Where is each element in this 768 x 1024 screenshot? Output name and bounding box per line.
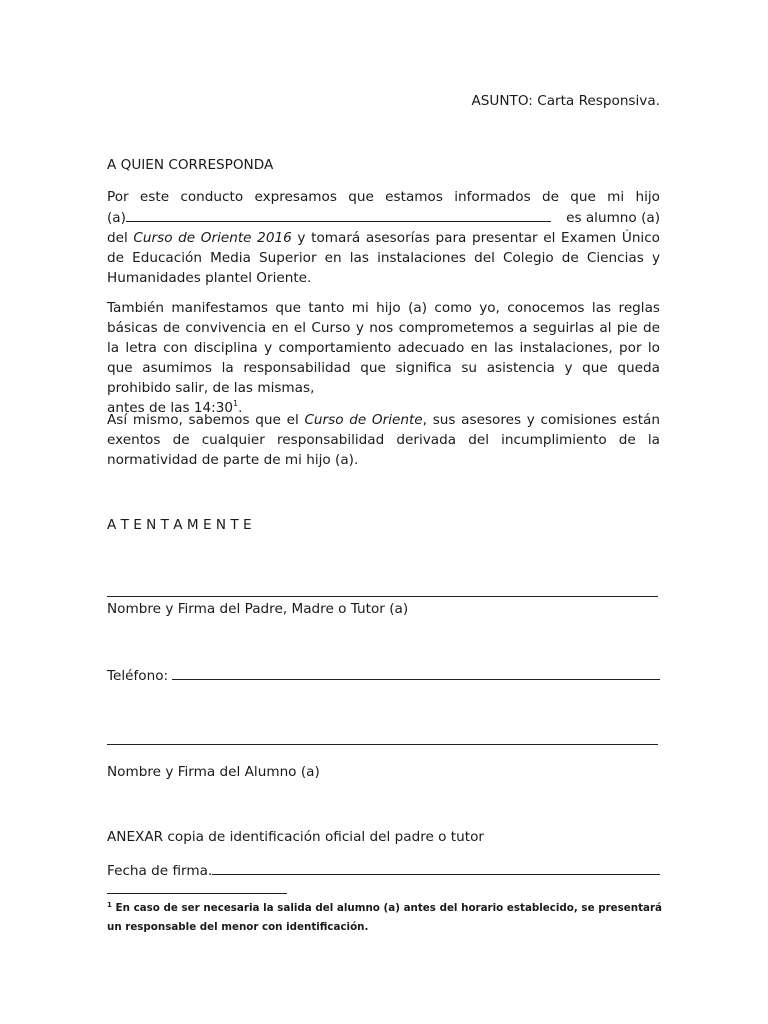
footnote-separator bbox=[107, 893, 287, 894]
course-name: Curso de Oriente 2016 bbox=[133, 230, 292, 247]
footnote bbox=[107, 899, 662, 937]
date-label: Fecha de firma. bbox=[107, 863, 213, 879]
course-name-2: Curso de Oriente bbox=[304, 412, 423, 428]
paragraph-1-line-1: Por este conducto expresamos que estamos informados de que mi hijo bbox=[107, 189, 660, 205]
paragraph-3 bbox=[107, 410, 660, 470]
paragraph-1-rest: del Curso de Oriente 2016 y tomará asesorías para presentar el Examen Único de Educación Media Superior en las instalaciones del Colegio de Ciencias y Humanidades plantel Oriente. bbox=[107, 230, 660, 287]
greeting: A QUIEN CORRESPONDA bbox=[107, 157, 274, 173]
annex-note: ANEXAR copia de identificación oficial del padre o tutor bbox=[107, 829, 484, 845]
paragraph-2 bbox=[107, 298, 660, 419]
paragraph-1 bbox=[107, 187, 660, 288]
phone-row bbox=[107, 665, 660, 685]
closing: A T E N T A M E N T E bbox=[107, 517, 252, 533]
footnote-mark: 1 bbox=[107, 901, 112, 909]
footnote-text: En caso de ser necesaria la salida del alumno (a) antes del horario establecido, se presentará un responsable del menor con identificación. bbox=[107, 902, 662, 933]
footnote-ref: 1 bbox=[233, 399, 239, 409]
student-signature-label: Nombre y Firma del Alumno (a) bbox=[107, 764, 320, 780]
child-prefix: (a) bbox=[107, 210, 126, 227]
date-row bbox=[107, 860, 660, 880]
paragraph-1-line-2 bbox=[107, 207, 660, 228]
phone-label: Teléfono: bbox=[107, 668, 169, 684]
student-signature-line[interactable] bbox=[107, 744, 658, 745]
paragraph-3-text: Así mismo, sabemos que el Curso de Oriente, sus asesores y comisiones están exentos de cualquier responsabilidad derivada del incumplimiento de la normatividad de parte de mi hijo (a). bbox=[107, 412, 660, 469]
paragraph-2-last: antes de las $14:30^1$. bbox=[107, 399, 243, 417]
child-name-blank[interactable] bbox=[126, 207, 551, 222]
paragraph-2-text: También manifestamos que tanto mi hijo (a) como yo, conocemos las reglas básicas de convivencia en el Curso y nos comprometemos a seguirlas al pie de la letra con disciplina y comportamiento adecuado en las instalaciones, por lo que asumimos la responsabilidad que significa su asistencia y que queda prohibido salir, de las mismas, bbox=[107, 300, 660, 397]
phone-blank[interactable] bbox=[172, 665, 660, 680]
subject-line: ASUNTO: Carta Responsiva. bbox=[471, 93, 660, 109]
child-suffix: es alumno (a) bbox=[566, 210, 660, 227]
date-blank[interactable] bbox=[212, 860, 660, 875]
parent-signature-line[interactable] bbox=[107, 596, 658, 597]
parent-signature-label: Nombre y Firma del Padre, Madre o Tutor (a) bbox=[107, 601, 409, 617]
